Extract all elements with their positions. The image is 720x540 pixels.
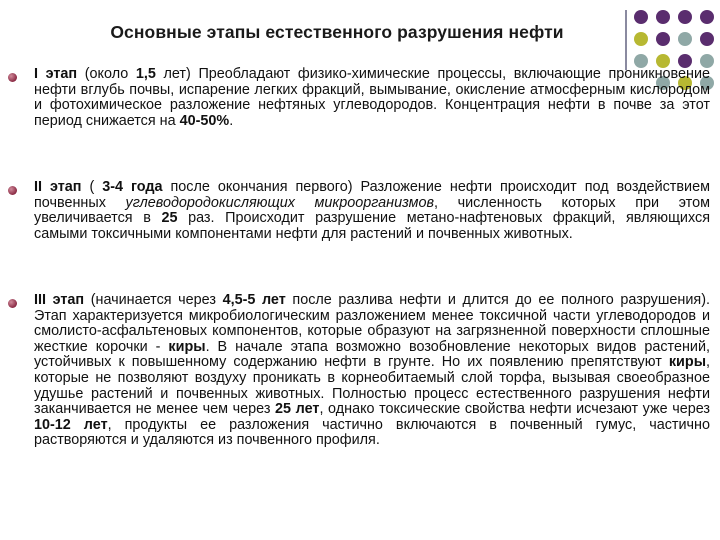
stage-2-paragraph: [34, 180, 710, 242]
stage-1-reduction: 40-50%: [179, 112, 230, 129]
decor-dot: [700, 10, 714, 24]
text-run: , численность которых при этом увеличивается в: [34, 194, 710, 227]
bullet-icon: [8, 186, 17, 195]
text-run: после окончания первого) Разложение нефти происходит под воздействием почвенных: [34, 179, 710, 211]
kiry-term: киры: [668, 354, 706, 371]
text-run: , продукты ее разложения частично включаются в почвенный гумус, частично растворяются и удаляются из почвенного профиля.: [34, 416, 710, 449]
microorganisms-term: углеводородокисляющих микроорганизмов: [125, 194, 434, 211]
text-run: (: [81, 179, 103, 195]
stage-3-label: III этап: [34, 292, 85, 308]
full-breakdown-years: 25 лет: [275, 401, 320, 418]
text-run: раз. Происходит разрушение метано-нафтеновых фракций, являющихся самыми токсичными компонентами нефти для растений и почвенных животных.: [34, 210, 710, 242]
decor-dot: [700, 32, 714, 46]
title-divider: [625, 10, 627, 70]
stage-2-duration: 3-4 года: [102, 179, 163, 195]
text-run: после разлива нефти и длится до ее полного разрушения). Этап характеризуется микробиологическим разложением менее токсичной части углеводородов и смолисто-асфальтеновых компонентов, которые образуют на загрязненной поверхности сплошные жесткие корочки -: [34, 292, 710, 355]
decor-dot: [634, 10, 648, 24]
bullet-icon: [8, 73, 17, 82]
stage-2-label: II этап: [34, 179, 82, 195]
decor-dot: [634, 32, 648, 46]
slide-title: Основные этапы естественного разрушения нефти: [110, 22, 564, 42]
kiry-term: киры: [168, 338, 206, 355]
increase-factor: 25: [161, 210, 178, 227]
bullet-icon: [8, 299, 17, 308]
stage-1-label: I этап: [34, 66, 78, 82]
stage-1-duration: 1,5: [135, 66, 156, 82]
text-run: (начинается через: [84, 292, 223, 308]
decor-dot: [678, 10, 692, 24]
decor-dot: [678, 32, 692, 46]
text-run: , которые не позволяют воздуху проникать в корнеобитаемый слой торфа, вызывая своеобразное удушье растений и почвенных животных. Полностью процесс естественного разрушения нефти заканчивается не менее чем через: [34, 354, 710, 418]
decor-dot: [656, 32, 670, 46]
text-run: лет) Преобладают физико-химические процессы, включающие проникновение нефти вглубь почвы, испарение легких фракций, вымывание, окисление атмосферным кислородом и фотохимическое разложение нефтяных углеводородов. Концентрация нефти в почве за этот период снижается на: [34, 66, 710, 129]
stage-1-paragraph: [34, 67, 710, 129]
text-run: .: [229, 112, 234, 129]
stage-3-paragraph: [34, 293, 710, 449]
toxicity-loss-years: 10-12 лет: [34, 416, 108, 433]
text-run: . В начале этапа возможно возобновление некоторых видов растений, устойчивых к повышенному содержанию нефти в грунте. Но их появлению препятствуют: [34, 338, 710, 371]
text-run: , однако токсические свойства нефти исчезают уже через: [319, 401, 710, 418]
stage-3-start: 4,5-5 лет: [222, 292, 286, 308]
decor-dot: [656, 10, 670, 24]
text-run: (около: [77, 66, 136, 82]
